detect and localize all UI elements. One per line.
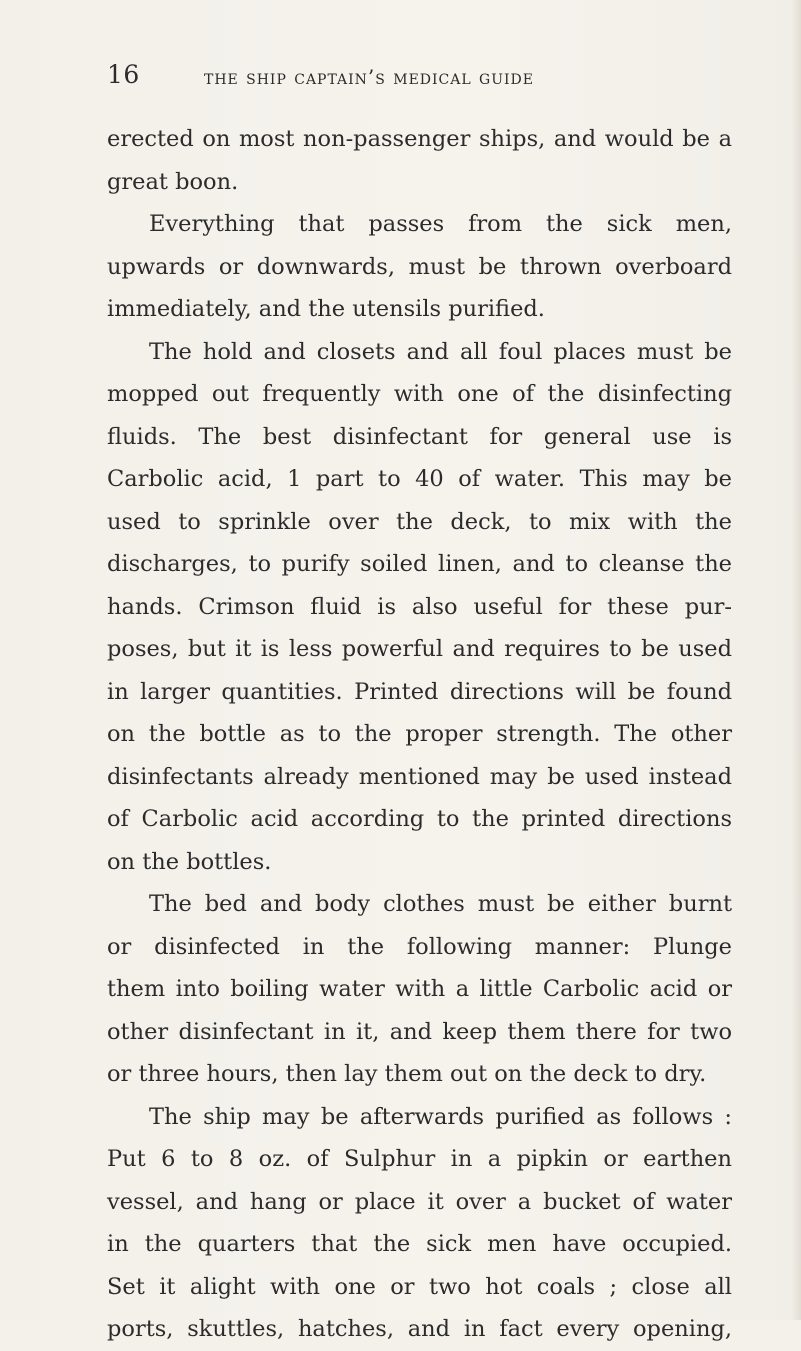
text-line: them into boiling water with a little Carbolic acid or xyxy=(107,976,732,1002)
text-line: The hold and closets and all foul places must be xyxy=(149,338,732,365)
text-line: of Carbolic acid according to the printed directions xyxy=(107,806,732,832)
text-line: in the quarters that the sick men have occupied. xyxy=(107,1231,732,1257)
text-line: The ship may be afterwards purified as follows : xyxy=(149,1103,732,1130)
text-line: on the bottles. xyxy=(107,848,272,875)
text-line: vessel, and hang or place it over a bucket of water xyxy=(107,1188,732,1215)
text-line: other disinfectant in it, and keep them there for two xyxy=(107,1018,732,1045)
text-line: on the bottle as to the proper strength. The other xyxy=(107,721,732,747)
text-line: erected on most non-passenger ships, and would be a xyxy=(107,126,732,152)
text-line: Carbolic acid, 1 part to 40 of water. This may be xyxy=(107,466,732,492)
body-text xyxy=(107,118,732,1351)
text-line: in larger quantities. Printed directions will be found xyxy=(107,678,732,705)
text-line: or disinfected in the following manner: Plunge xyxy=(107,933,732,960)
text-line: The bed and body clothes must be either burnt xyxy=(149,891,732,917)
page-number: 16 xyxy=(107,60,140,89)
text-line: or three hours, then lay them out on the deck to dry. xyxy=(107,1061,707,1087)
text-line: immediately, and the utensils purified. xyxy=(107,296,545,322)
page-edge-shadow xyxy=(791,0,801,1320)
running-title: the ship captain’s medical guide xyxy=(204,65,534,89)
text-line: disinfectants already mentioned may be used instead xyxy=(107,763,732,790)
text-line: upwards or downwards, must be thrown overboard xyxy=(107,253,732,280)
page-header xyxy=(107,60,667,100)
text-line: Everything that passes from the sick men, xyxy=(149,211,732,237)
text-line: ports, skuttles, hatches, and in fact every opening, xyxy=(107,1316,732,1342)
text-line: used to sprinkle over the deck, to mix with the xyxy=(107,508,732,535)
text-line: great boon. xyxy=(107,168,239,195)
text-line: poses, but it is less powerful and requires to be used xyxy=(107,636,732,662)
text-line: discharges, to purify soiled linen, and to cleanse the xyxy=(107,551,732,577)
text-line: Put 6 to 8 oz. of Sulphur in a pipkin or earthen xyxy=(107,1146,732,1172)
text-line: mopped out frequently with one of the disinfecting xyxy=(107,381,732,407)
text-line: hands. Crimson fluid is also useful for these pur- xyxy=(107,593,732,620)
text-line: Set it alight with one or two hot coals ; close all xyxy=(107,1273,732,1300)
text-line: fluids. The best disinfectant for general use is xyxy=(107,423,732,450)
